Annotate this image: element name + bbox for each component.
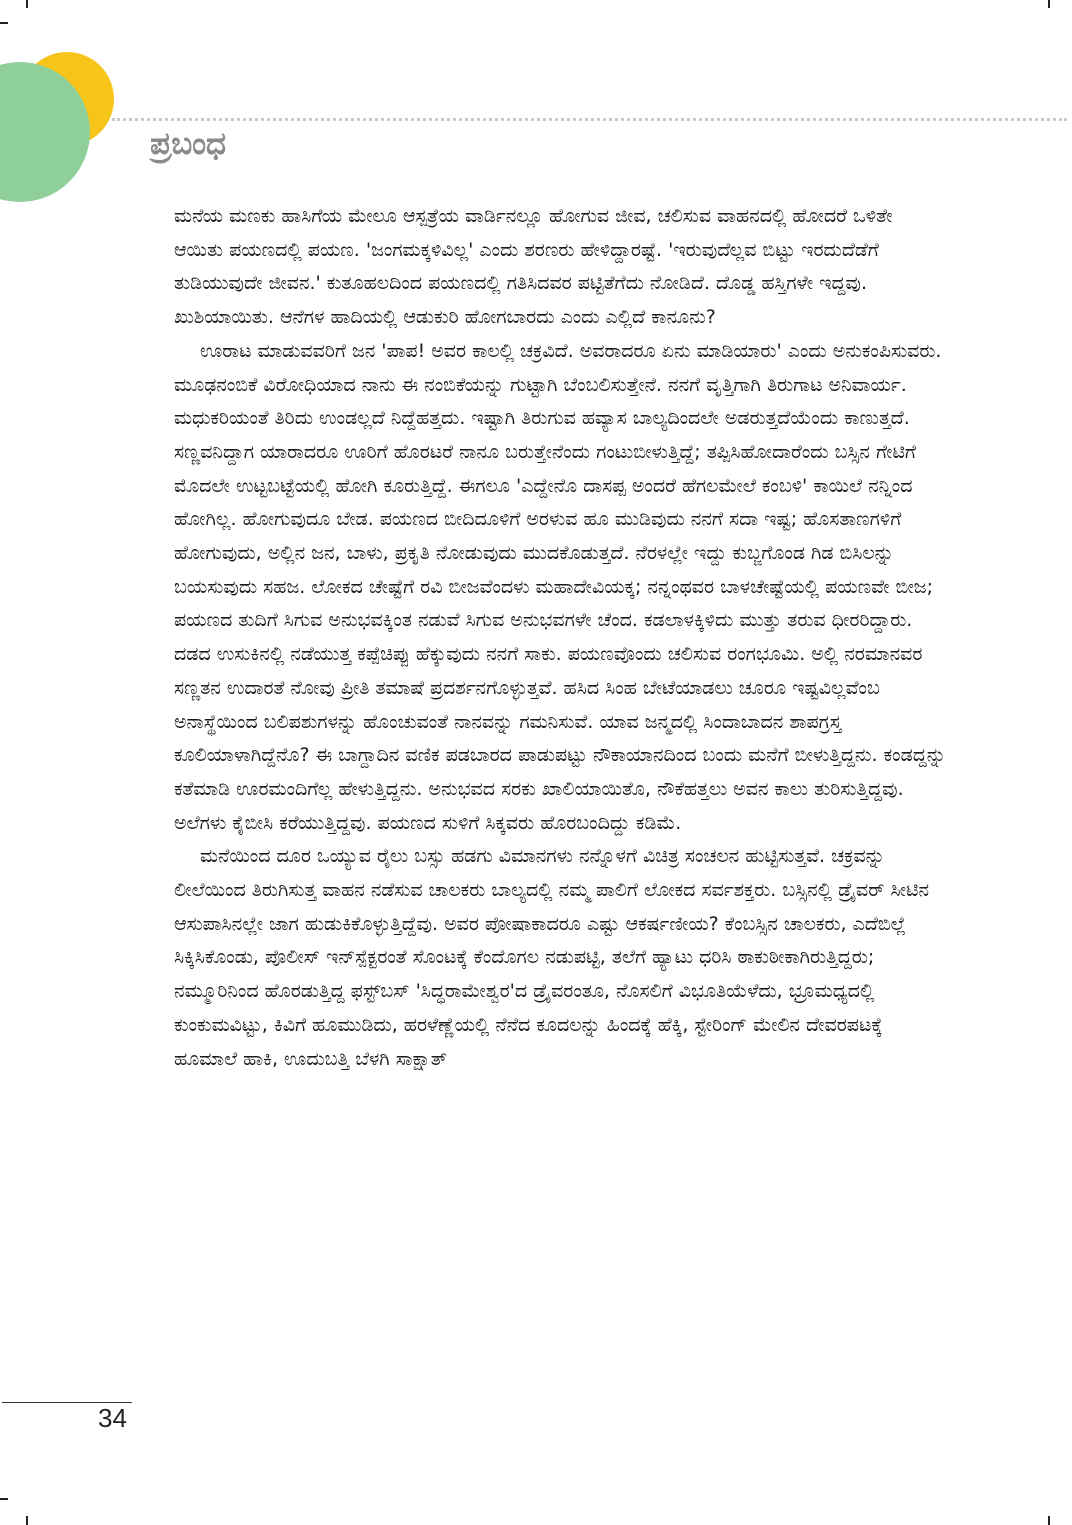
crop-mark-left-top bbox=[0, 22, 8, 24]
page-number: 34 bbox=[98, 1403, 127, 1433]
crop-mark-left-bottom bbox=[0, 1498, 8, 1500]
crop-mark-top-right bbox=[1048, 0, 1050, 8]
crop-mark-bottom-right bbox=[1048, 1516, 1050, 1525]
essay-body bbox=[174, 200, 946, 1076]
dotted-header-rule bbox=[112, 118, 1067, 121]
section-heading: ಪ್ರಬಂಧ bbox=[150, 126, 226, 162]
crop-mark-top-left bbox=[26, 0, 28, 8]
paragraph-1: ಮನೆಯ ಮಣಕು ಹಾಸಿಗೆಯ ಮೇಲೂ ಆಸ್ಪತ್ರೆಯ ವಾರ್ಡಿನಲ್ಲೂ ಹೋಗುವ ಜೀವ, ಚಲಿಸುವ ವಾಹನದಲ್ಲಿ ಹೋದರೆ ಒಳಿತೇ ಆಯಿತು ಪಯಣದಲ್ಲಿ ಪಯಣ. 'ಜಂಗಮಕ್ಕಳಿವಿಲ್ಲ' ಎಂದು ಶರಣರು ಹೇಳಿದ್ದಾರಷ್ಟೆ. 'ಇರುವುದೆಲ್ಲವ ಬಿಟ್ಟು ಇರದುದೆಡೆಗೆ ತುಡಿಯುವುದೇ ಜೀವನ.' ಕುತೂಹಲದಿಂದ ಪಯಣದಲ್ಲಿ ಗತಿಸಿದವರ ಪಟ್ಟಿತೆಗೆದು ನೋಡಿದೆ. ದೊಡ್ಡ ಹಸ್ತಿಗಳೇ ಇದ್ದವು. ಖುಶಿಯಾಯಿತು. ಆನೆಗಳ ಹಾದಿಯಲ್ಲಿ ಆಡುಕುರಿ ಹೋಗಬಾರದು ಎಂದು ಎಲ್ಲಿದೆ ಕಾನೂನು? bbox=[174, 205, 893, 329]
crop-mark-bottom-left bbox=[26, 1516, 28, 1525]
paragraph-2: ಊರಾಟ ಮಾಡುವವರಿಗೆ ಜನ 'ಪಾಪ! ಅವರ ಕಾಲಲ್ಲಿ ಚಕ್ರವಿದೆ. ಅವರಾದರೂ ಏನು ಮಾಡಿಯಾರು' ಎಂದು ಅನುಕಂಪಿಸುವರು. ಮೂಢನಂಬಿಕೆ ವಿರೋಧಿಯಾದ ನಾನು ಈ ನಂಬಿಕೆಯನ್ನು ಗುಟ್ಟಾಗಿ ಬೆಂಬಲಿಸುತ್ತೇನೆ. ನನಗೆ ವೃತ್ತಿಗಾಗಿ ತಿರುಗಾಟ ಅನಿವಾರ್ಯ. ಮಧುಕರಿಯಂತೆ ತಿರಿದು ಉಂಡಲ್ಲದೆ ನಿದ್ದೆಹತ್ತದು. ಇಷ್ಟಾಗಿ ತಿರುಗುವ ಹವ್ಯಾಸ ಬಾಲ್ಯದಿಂದಲೇ ಅಡರುತ್ತದೆಯೆಂದು ಕಾಣುತ್ತದೆ. ಸಣ್ಣವನಿದ್ದಾಗ ಯಾರಾದರೂ ಊರಿಗೆ ಹೊರಟರೆ ನಾನೂ ಬರುತ್ತೇನೆಂದು ಗಂಟುಬೀಳುತ್ತಿದ್ದೆ; ತಪ್ಪಿಸಿಹೋದಾರೆಂದು ಬಸ್ಸಿನ ಗೇಟಿಗೆ ಮೊದಲೇ ಉಟ್ಟಬಟ್ಟೆಯಲ್ಲಿ ಹೋಗಿ ಕೂರುತ್ತಿದ್ದೆ. ಈಗಲೂ 'ಎದ್ದೇನೊ ದಾಸಪ್ಪ ಅಂದರೆ ಹೆಗಲಮೇಲೆ ಕಂಬಳಿ' ಕಾಯಿಲೆ ನನ್ನಿಂದ ಹೋಗಿಲ್ಲ. ಹೋಗುವುದೂ ಬೇಡ. ಪಯಣದ ಬೀದಿದೂಳಿಗೆ ಅರಳುವ ಹೂ ಮುಡಿವುದು ನನಗೆ ಸದಾ ಇಷ್ಟ; ಹೊಸತಾಣಗಳಿಗೆ ಹೋಗುವುದು, ಅಲ್ಲಿನ ಜನ, ಬಾಳು, ಪ್ರಕೃತಿ ನೋಡುವುದು ಮುದಕೊಡುತ್ತದೆ. ನೆರಳಲ್ಲೇ ಇದ್ದು ಕುಬ್ಜಗೊಂಡ ಗಿಡ ಬಿಸಿಲನ್ನು ಬಯಸುವುದು ಸಹಜ. ಲೋಕದ ಚೇಷ್ಟೆಗೆ ರವಿ ಬೀಜವೆಂದಳು ಮಹಾದೇವಿಯಕ್ಕ; ನನ್ನಂಥವರ ಬಾಳಚೇಷ್ಟೆಯಲ್ಲಿ ಪಯಣವೇ ಬೀಜ; ಪಯಣದ ತುದಿಗೆ ಸಿಗುವ ಅನುಭವಕ್ಕಿಂತ ನಡುವೆ ಸಿಗುವ ಅನುಭವಗಳೇ ಚೆಂದ. ಕಡಲಾಳಕ್ಕಿಳಿದು ಮುತ್ತು ತರುವ ಧೀರರಿದ್ದಾರು. ದಡದ ಉಸುಕಿನಲ್ಲಿ ನಡೆಯುತ್ತ ಕಪ್ಪೆಚಿಪ್ಪು ಹೆಕ್ಕುವುದು ನನಗೆ ಸಾಕು. ಪಯಣವೊಂದು ಚಲಿಸುವ ರಂಗಭೂಮಿ. ಅಲ್ಲಿ ನರಮಾನವರ ಸಣ್ಣತನ ಉದಾರತೆ ನೋವು ಪ್ರೀತಿ ತಮಾಷೆ ಪ್ರದರ್ಶನಗೊಳ್ಳುತ್ತವೆ. ಹಸಿದ ಸಿಂಹ ಬೇಟೆಯಾಡಲು ಚೂರೂ ಇಷ್ಟವಿಲ್ಲವೆಂಬ ಅನಾಸ್ಥೆಯಿಂದ ಬಲಿಪಶುಗಳನ್ನು ಹೊಂಚುವಂತೆ ನಾನವನ್ನು ಗಮನಿಸುವೆ. ಯಾವ ಜನ್ಮದಲ್ಲಿ ಸಿಂದಾಬಾದನ ಶಾಪಗ್ರಸ್ತ ಕೂಲಿಯಾಳಾಗಿದ್ದೆನೊ? ಈ ಬಾಗ್ದಾದಿನ ವಣಿಕ ಪಡಬಾರದ ಪಾಡುಪಟ್ಟು ನೌಕಾಯಾನದಿಂದ ಬಂದು ಮನೆಗೆ ಬೀಳುತ್ತಿದ್ದನು. ಕಂಡದ್ದನ್ನು ಕತೆಮಾಡಿ ಊರಮಂದಿಗೆಲ್ಲ ಹೇಳುತ್ತಿದ್ದನು. ಅನುಭವದ ಸರಕು ಖಾಲಿಯಾಯಿತೊ, ನೌಕೆಹತ್ತಲು ಅವನ ಕಾಲು ತುರಿಸುತ್ತಿದ್ದವು. ಅಲೆಗಳು ಕೈಬೀಸಿ ಕರೆಯುತ್ತಿದ್ದವು. ಪಯಣದ ಸುಳಿಗೆ ಸಿಕ್ಕವರು ಹೊರಬಂದಿದ್ದು ಕಡಿಮೆ. bbox=[174, 339, 946, 834]
paragraph-3: ಮನೆಯಿಂದ ದೂರ ಒಯ್ಯುವ ರೈಲು ಬಸ್ಸು ಹಡಗು ವಿಮಾನಗಳು ನನ್ನೊಳಗೆ ವಿಚಿತ್ರ ಸಂಚಲನ ಹುಟ್ಟಿಸುತ್ತವೆ. ಚಕ್ರವನ್ನು ಲೀಲೆಯಿಂದ ತಿರುಗಿಸುತ್ತ ವಾಹನ ನಡೆಸುವ ಚಾಲಕರು ಬಾಲ್ಯದಲ್ಲಿ ನಮ್ಮ ಪಾಲಿಗೆ ಲೋಕದ ಸರ್ವಶಕ್ತರು. ಬಸ್ಸಿನಲ್ಲಿ ಡ್ರೈವರ್ ಸೀಟಿನ ಆಸುಪಾಸಿನಲ್ಲೇ ಜಾಗ ಹುಡುಕಿಕೊಳ್ಳುತ್ತಿದ್ದೆವು. ಅವರ ಪೋಷಾಕಾದರೂ ಎಷ್ಟು ಆಕರ್ಷಣೀಯ? ಕೆಂಬಸ್ಸಿನ ಚಾಲಕರು, ಎದೆಬಿಲ್ಲೆ ಸಿಕ್ಕಿಸಿಕೊಂಡು, ಪೊಲೀಸ್ ಇನ್‌ಸ್ಪೆಕ್ಟರಂತೆ ಸೊಂಟಕ್ಕೆ ಕೆಂದೊಗಲ ನಡುಪಟ್ಟಿ, ತಲೆಗೆ ಹ್ಯಾಟು ಧರಿಸಿ ಠಾಕುಠೀಕಾಗಿರುತ್ತಿದ್ದರು; ನಮ್ಮೂರಿನಿಂದ ಹೊರಡುತ್ತಿದ್ದ ಫಸ್ಟ್‌ಬಸ್ 'ಸಿದ್ಧರಾಮೇಶ್ವರ'ದ ಡ್ರೈವರಂತೂ, ನೊಸಲಿಗೆ ವಿಭೂತಿಯೆಳೆದು, ಭ್ರೂಮಧ್ಯದಲ್ಲಿ ಕುಂಕುಮವಿಟ್ಟು, ಕಿವಿಗೆ ಹೂಮುಡಿದು, ಹರಳೆಣ್ಣೆಯಲ್ಲಿ ನೆನೆದ ಕೂದಲನ್ನು ಹಿಂದಕ್ಕೆ ಹೆಕ್ಕಿ, ಸ್ಟೇರಿಂಗ್ ಮೇಲಿನ ದೇವರಪಟಕ್ಕೆ ಹೂಮಾಲೆ ಹಾಕಿ, ಊದುಬತ್ತಿ ಬೆಳಗಿ ಸಾಕ್ಷಾತ್ bbox=[174, 845, 930, 1070]
